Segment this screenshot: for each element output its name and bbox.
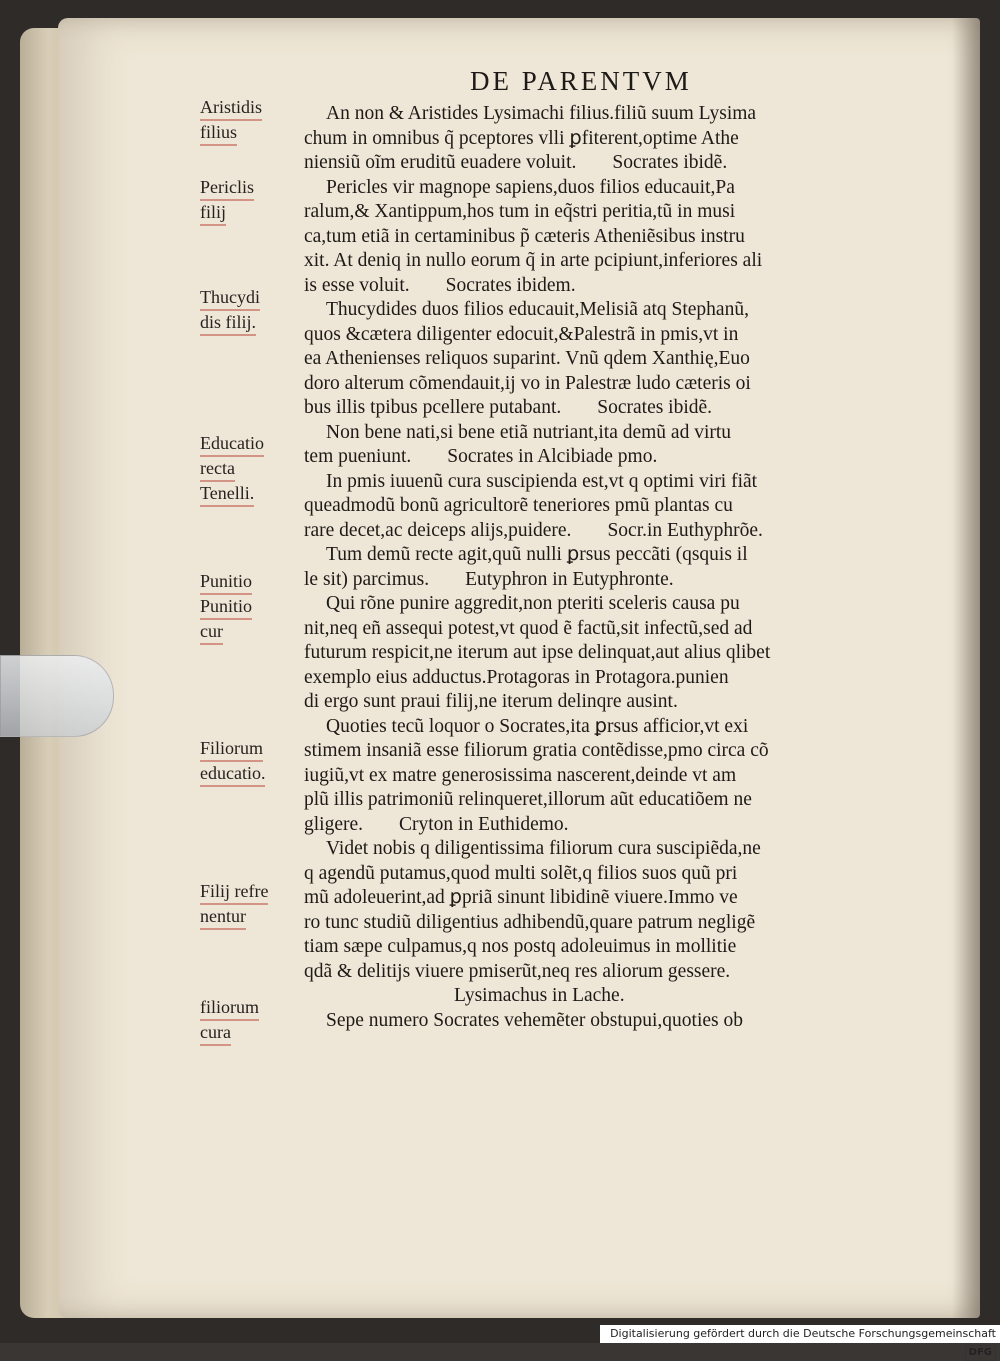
margin-note-line: nentur — [200, 905, 246, 930]
line-text: ralum,& Xantippum,hos tum in eq̃stri peritia,tũ in musi — [304, 201, 736, 222]
margin-note-line: filij — [200, 201, 226, 226]
citation: Socr.in Euthyphrõe. — [607, 519, 763, 541]
text-line — [304, 764, 894, 789]
dfg-logo: DFG — [965, 1345, 996, 1361]
margin-note-line: Educatio — [200, 432, 264, 457]
text-line — [304, 1009, 894, 1034]
margin-note — [200, 737, 300, 787]
line-text: quos &cætera diligenter edocuit,&Palestrã in pmis,vt in — [304, 323, 739, 345]
line-text: nit,neq eñ assequi potest,vt quod ẽ factũ,sit infectũ,sed ad — [304, 617, 753, 639]
line-text: Quoties tecũ loquor o Socrates,ita ꝑrsus afficior,vt exi — [326, 715, 749, 737]
line-text: is esse voluit. — [304, 274, 410, 296]
text-line — [304, 494, 894, 519]
text-line — [304, 813, 894, 838]
text-line — [304, 102, 894, 127]
text-line — [304, 592, 894, 617]
line-text: niensiũ oĩm eruditũ euadere voluit. — [304, 152, 577, 173]
line-text: gligere. — [304, 813, 364, 835]
text-line — [304, 739, 894, 764]
margin-note — [200, 880, 300, 930]
text-line — [304, 641, 894, 666]
text-line — [304, 445, 894, 470]
line-text: tiam sæpe culpamus,q nos postq adoleuimus in mollitie — [304, 936, 737, 957]
citation: Lysimachus in Lache. — [454, 985, 625, 1006]
margin-note-line: filius — [200, 121, 237, 146]
line-text: Sepe numero Socrates vehemẽter obstupui,quoties ob — [326, 1009, 743, 1031]
margin-note-line: Thucydi — [200, 286, 260, 311]
line-text: In pmis iuuenũ cura suscipienda est,vt q optimi viri fiãt — [326, 470, 758, 492]
text-line — [304, 200, 894, 225]
digitization-footer — [600, 1325, 1000, 1358]
line-text: Videt nobis q diligentissima filiorum cura suscipiẽda,ne — [326, 838, 761, 859]
margin-note-line: cur — [200, 620, 223, 645]
line-text: exemplo eius adductus.Protagoras in Protagora.punien — [304, 666, 729, 688]
text-line — [304, 298, 894, 323]
citation: Socrates ibidem. — [445, 274, 576, 296]
margin-note — [200, 570, 300, 645]
line-text: Qui rõne punire aggredit,non pteriti sceleris causa pu — [326, 593, 740, 614]
line-text: ea Athenienses reliquos suparint. Vnũ qdem Xanthię,Euo — [304, 348, 750, 369]
text-line — [304, 372, 894, 397]
margin-note-line: filiorum — [200, 996, 259, 1021]
text-line — [304, 249, 894, 274]
margin-note-line: Filiorum — [200, 737, 263, 762]
text-line — [304, 176, 894, 201]
text-line — [304, 151, 894, 176]
text-line — [304, 470, 894, 495]
text-line — [304, 323, 894, 348]
text-line — [304, 519, 894, 544]
text-line — [304, 225, 894, 250]
line-text: xit. At deniq in nullo eorum q̃ in arte pcipiunt,inferiores ali — [304, 250, 763, 271]
margin-note-line: Periclis — [200, 176, 254, 201]
line-text: mũ adoleuerint,ad ꝑpriã sinunt libidinẽ viuere.Immo ve — [304, 887, 738, 908]
text-line — [304, 862, 894, 887]
margin-note-line: recta — [200, 457, 235, 482]
text-line — [304, 421, 894, 446]
margin-note-line: educatio. — [200, 762, 265, 787]
margin-note-line: Punitio — [200, 595, 252, 620]
line-text: doro alterum cõmendauit,ij vo in Palestræ ludo cæteris oi — [304, 372, 751, 394]
text-line — [304, 347, 894, 372]
line-text: q agendũ putamus,quod multi solẽt,q filios suos quũ pri — [304, 862, 738, 884]
line-text: queadmodũ bonũ agricultorẽ teneriores pmũ plantas cu — [304, 495, 733, 516]
citation: Socrates ibidẽ. — [612, 152, 728, 173]
text-line — [304, 274, 894, 299]
text-line — [304, 960, 894, 985]
line-text: Tum demũ recte agit,quũ nulli ꝑrsus peccãti (qsquis il — [326, 544, 748, 565]
line-text: futurum respicit,ne iterum aut ipse delinquat,aut alius qlibet — [304, 642, 771, 663]
margin-note — [200, 176, 300, 226]
line-text: iugiũ,vt ex matre generosissima nascerent,deinde vt am — [304, 764, 737, 786]
page-marker-tab — [0, 655, 114, 737]
margin-note-line: dis filij. — [200, 311, 256, 336]
citation: Socrates ibidẽ. — [597, 397, 713, 418]
text-line — [304, 617, 894, 642]
text-line — [304, 837, 894, 862]
line-text: bus illis tpibus pcellere putabant. — [304, 397, 562, 418]
line-text: qdã & delitijs viuere pmiserũt,neq res aliorum gessere. — [304, 960, 731, 982]
margin-note — [200, 996, 300, 1046]
body-text — [304, 102, 894, 1033]
margin-note — [200, 286, 300, 336]
margin-note-line: Tenelli. — [200, 482, 254, 507]
text-line — [304, 543, 894, 568]
line-text: Thucydides duos filios educauit,Melisiã atq Stephanũ, — [326, 299, 749, 320]
citation: Cryton in Euthidemo. — [399, 813, 569, 835]
line-text: di ergo sunt praui filij,ne iterum delinqre ausint. — [304, 691, 678, 712]
margin-note-line: Aristidis — [200, 96, 262, 121]
text-line — [304, 984, 894, 1009]
line-text: le sit) parcimus. — [304, 568, 430, 590]
line-text: ca,tum etiã in certaminibus p̃ cæteris Atheniẽsibus instru — [304, 225, 745, 247]
text-line — [304, 568, 894, 593]
text-line — [304, 715, 894, 740]
line-text: An non & Aristides Lysimachi filius.filiũ suum Lysima — [326, 103, 757, 124]
margin-note-line: Filij refre — [200, 880, 268, 905]
line-text: ro tunc studiũ diligentius adhibendũ,quare patrum negligẽ — [304, 911, 756, 933]
citation: Socrates in Alcibiade pmo. — [447, 446, 658, 467]
text-line — [304, 788, 894, 813]
text-line — [304, 886, 894, 911]
margin-note-line: Punitio — [200, 570, 252, 595]
running-header: DE PARENTVM — [470, 66, 692, 96]
line-text: Pericles vir magnope sapiens,duos filios educauit,Pa — [326, 176, 735, 198]
binding-shadow — [952, 18, 980, 1318]
citation: Eutyphron in Eutyphronte. — [465, 568, 674, 590]
text-line — [304, 690, 894, 715]
margin-note — [200, 432, 300, 507]
margin-note-line: cura — [200, 1021, 231, 1046]
line-text: Non bene nati,si bene etiã nutriant,ita demũ ad virtu — [326, 421, 732, 443]
text-line — [304, 127, 894, 152]
line-text: plũ illis patrimoniũ relinqueret,illorum aũt educatiõem ne — [304, 789, 752, 810]
line-text: tem pueniunt. — [304, 446, 412, 467]
text-line — [304, 935, 894, 960]
line-text: chum in omnibus q̃ pceptores vlli ꝑfiterent,optime Athe — [304, 127, 739, 149]
line-text: stimem insaniã esse filiorum gratia contẽdisse,pmo circa cõ — [304, 740, 769, 761]
text-line — [304, 666, 894, 691]
line-text: rare decet,ac deiceps alijs,puidere. — [304, 519, 572, 541]
footer-text: Digitalisierung gefördert durch die Deutsche Forschungsgemeinschaft — [610, 1327, 996, 1340]
margin-note — [200, 96, 300, 146]
text-line — [304, 396, 894, 421]
text-line — [304, 911, 894, 936]
